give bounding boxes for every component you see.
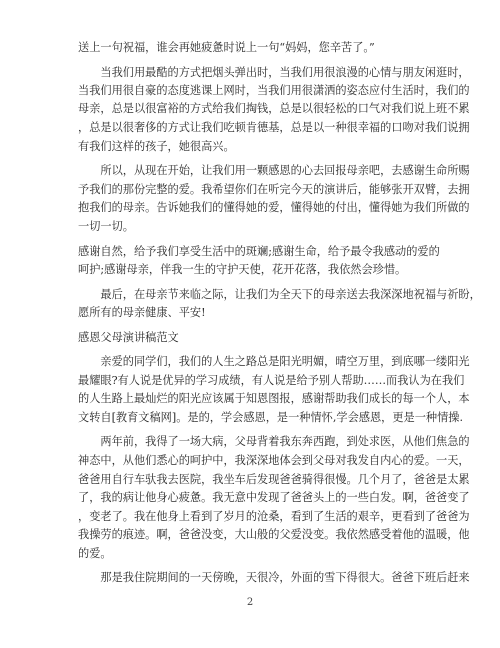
text-line: 爸爸用自行车驮我去医院，我坐车后发现爸爸骑得很慢。几个月了，爸爸是太累 [78, 473, 470, 486]
text-line: ，总是以很奢侈的方式让我们吃顿肯德基，总是以一种很幸福的口吻对我们说拥 [78, 121, 470, 134]
text-line: 送上一句祝福，谁会再她疲惫时说上一句“妈妈，您辛苦了。” [78, 41, 375, 54]
text-line: 有我们这样的孩子，她很高兴。 [78, 140, 235, 153]
text-line: ，变老了。我在他身上看到了岁月的沧桑，看到了生活的艰辛，更看到了爸爸为 [78, 510, 470, 523]
text-line: 两年前，我得了一场大病，父母背着我东奔西跑，到处求医，从他们焦急的 [78, 435, 470, 448]
text-line: 母亲，总是以很富裕的方式给我们掏钱，总是以很轻松的口气对我们说上班不累 [78, 102, 470, 115]
text-line: 了，我的病让他身心疲惫。我无意中发现了爸爸头上的一些白发。啊，爸爸变了 [78, 491, 470, 504]
text-line: 当我们用最酷的方式把烟头弹出时，当我们用很浪漫的心情与朋友闲逛时， [78, 66, 470, 79]
text-line: 当我们用很自豪的态度逃课上网时，当我们用很潇洒的姿态应付生活时，我们的 [78, 84, 470, 97]
text-line: 那是我住院期间的一天傍晚，天很冷，外面的雪下得很大。爸爸下班后赶来 [78, 571, 470, 584]
text-line: 亲爱的同学们，我们的人生之路总是阳光明媚，晴空万里，到底哪一缕阳光 [78, 355, 470, 368]
text-line: 的人生路上最灿烂的阳光应该属于知恩图报，感谢帮助我们成长的每一个人，本 [78, 392, 470, 405]
text-line: 所以，从现在开始，让我们用一颗感恩的心去回报母亲吧，去感谢生命所赐 [78, 164, 470, 177]
text-line: 我操劳的痕迹。啊，爸爸没变，大山般的父爱没变。我依然感受着他的温暖，他 [78, 528, 470, 541]
text-line: 文转自[教育文稿网]。是的，学会感恩，是一种情怀,学会感恩，更是一种情操. [78, 411, 464, 424]
page-number: 2 [246, 597, 254, 608]
text-line: 感谢自然，给予我们享受生活中的斑斓;感谢生命，给予最令我感动的爱的 [78, 245, 440, 258]
text-line: 的爱。 [78, 547, 112, 560]
text-line: 一切一切。 [78, 220, 134, 233]
text-line: 予我们的那份完整的爱。我希望你们在听完今天的演讲后，能够张开双臂，去拥 [78, 183, 470, 196]
text-line: 呵护;感谢母亲，伴我一生的守护天使，花开花落，我依然会珍惜。 [78, 263, 407, 276]
text-line: 最耀眼?有人说是优异的学习成绩，有人说是给予别人帮助……而我认为在我们 [78, 374, 465, 387]
text-line: 神态中，从他们悉心的呵护中，我深深地体会到父母对我发自内心的爱。一天， [78, 454, 470, 467]
section-heading: 感恩父母演讲稿范文 [78, 331, 179, 344]
text-line: 抱我们的母亲。告诉她我们的懂得她的爱，懂得她的付出，懂得她为我们所做的 [78, 201, 470, 214]
text-line: 最后，在母亲节来临之际，让我们为全天下的母亲送去我深深地祝福与祈盼， [78, 288, 481, 301]
text-line: 愿所有的母亲健康、平安! [78, 306, 206, 319]
